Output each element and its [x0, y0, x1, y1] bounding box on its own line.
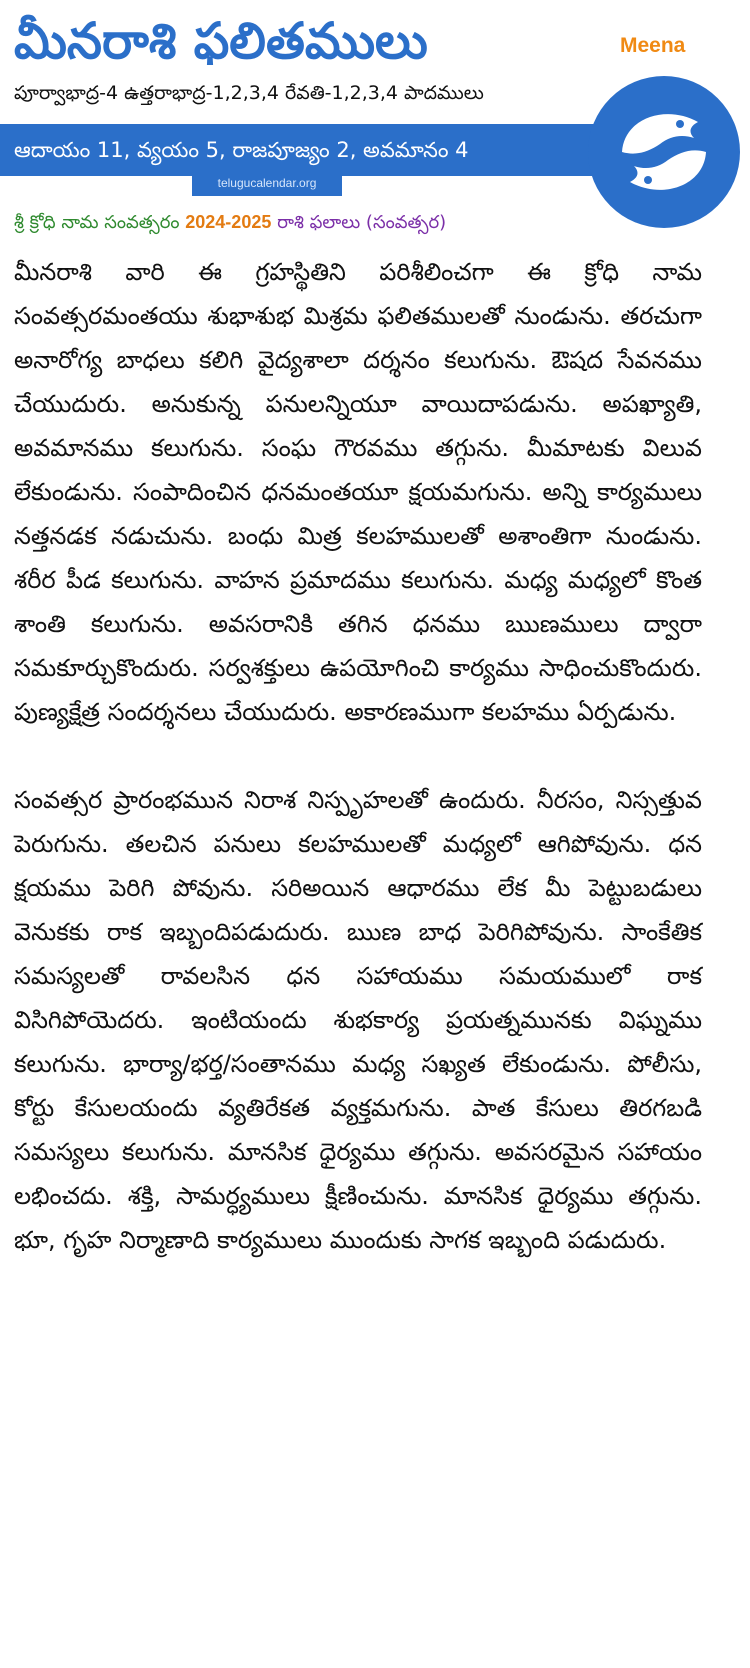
- year-subtitle: [14, 212, 446, 237]
- income-expense-text: ఆదాయం 11, వ్యయం 5, రాజపూజ్యం 2, అవమానం 4: [14, 138, 469, 162]
- page-title: మీనరాశి ఫలితములు: [14, 12, 428, 70]
- prediction-paragraph: సంవత్సర ప్రారంభమున నిరాశ నిస్పృహలతో ఉందురు. నీరసం, నిస్సత్తువ పెరుగును. తలచిన పనులు కలహములతో మధ్యలో ఆగిపోవును. ధన క్షయము పెరిగి పోవును. సరిఅయిన ఆధారము లేక మీ పెట్టుబడులు వెనుకకు రాక ఇబ్బందిపడుదురు. ఋణ బాధ పెరిగిపోవును. సాంకేతిక సమస్యలతో రావలసిన ధన సహాయము సమయములో రాక విసిగిపోయెదరు. ఇంటియందు శుభకార్య ప్రయత్నమునకు విఘ్నము కలుగును. భార్యా/భర్త/సంతానము మధ్య సఖ్యత లేకుండును. పోలీసు, కోర్టు కేసులయందు వ్యతిరేకత వ్యక్తమగును. పాత కేసులు తిరగబడి సమస్యలు కలుగును. మానసిక ధైర్యము తగ్గును. అవసరమైన సహాయం లభించదు. శక్తి, సామర్ధ్యములు క్షీణించును. మానసిక ధైర్యము తగ్గును. భూ, గృహ నిర్మాణాది కార్యములు ముందుకు సాగక ఇబ్బంది పడుదురు.: [14, 786, 702, 1254]
- income-expense-band: [0, 124, 640, 176]
- pisces-icon: [586, 74, 742, 230]
- prediction-paragraph: మీనరాశి వారి ఈ గ్రహస్థితిని పరిశీలించగా ఈ క్రోధి నామ సంవత్సరమంతయు శుభాశుభ మిశ్రమ ఫలితములతో నుండును. తరచుగా అనారోగ్య బాధలు కలిగి వైద్యశాలా దర్శనం కలుగును. ఔషద సేవనము చేయుదురు. అనుకున్న పనులన్నియూ వాయిదాపడును. అపఖ్యాతి, అవమానము కలుగును. సంఘ గౌరవము తగ్గును. మీమాటకు విలువ లేకుండును. సంపాదించిన ధనమంతయూ క్షయమగును. అన్ని కార్యములు నత్తనడక నడుచును. బంధు మిత్ర కలహములతో అశాంతిగా నుండును. శరీర పీడ కలుగును. వాహన ప్రమాదము కలుగును. మధ్య మధ్యలో కొంత శాంతి కలుగును. అవసరానికి తగిన ధనము ఋణములు ద్వారా సమకూర్చుకొందురు. సర్వశక్తులు ఉపయోగించి కార్యము సాధించుకొందురు. పుణ్యక్షేత్ర సందర్శనలు చేయుదురు. అకారణముగా కలహము ఏర్పడును.: [14, 258, 702, 726]
- subtitle-year-name: శ్రీ క్రోధి నామ సంవత్సరం: [14, 212, 186, 233]
- nakshatra-padas: పూర్వాభాద్ర-4 ఉత్తరాభాద్ర-1,2,3,4 రేవతి-1,2,3,4 పాదములు: [14, 82, 484, 104]
- subtitle-label: రాశి ఫలాలు (సంవత్సర): [271, 212, 447, 233]
- page-title-english: Meena: [620, 34, 686, 57]
- subtitle-years: 2024-2025: [185, 212, 272, 232]
- prediction-body: [14, 250, 702, 1306]
- site-watermark: telugucalendar.org: [192, 172, 342, 196]
